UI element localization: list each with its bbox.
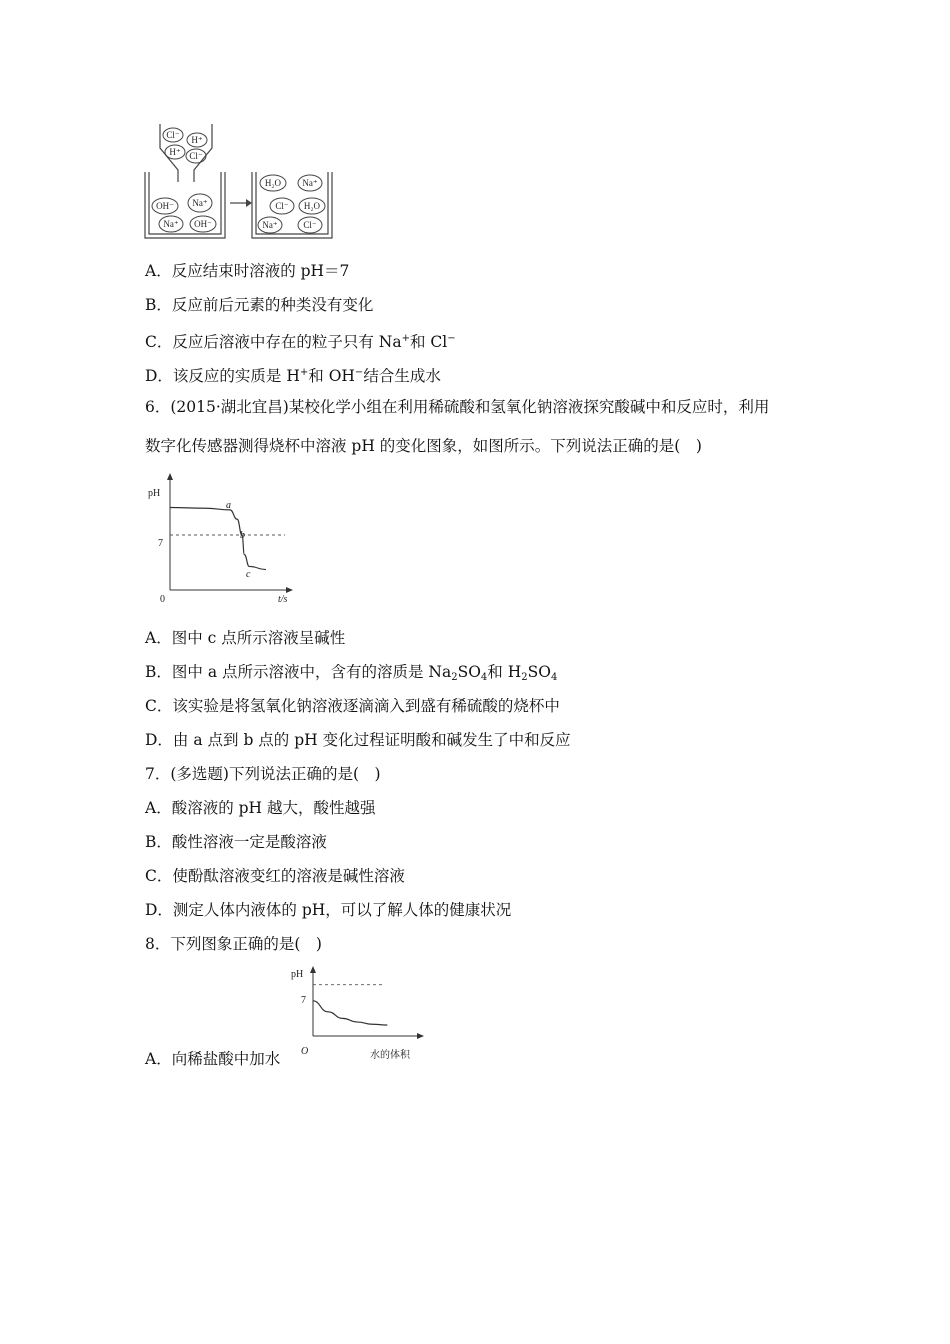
- ph-dilution-chart: [285, 962, 430, 1067]
- ion-label: H⁺: [169, 147, 181, 157]
- q7-option-b: B．酸性溶液一定是酸溶液: [145, 833, 327, 851]
- text: 结合生成水: [363, 367, 441, 385]
- y-axis-label: pH: [291, 969, 304, 980]
- point-label-a: a: [226, 500, 231, 511]
- ion-label: H₂O: [303, 201, 321, 211]
- text: 和 Cl: [409, 333, 448, 351]
- text: SO: [457, 663, 481, 681]
- q7-option-c: C．使酚酞溶液变红的溶液是碱性溶液: [145, 867, 405, 885]
- point-label-b: b: [240, 530, 245, 541]
- superscript: −: [354, 367, 364, 378]
- q7-option-a: A．酸溶液的 pH 越大，酸性越强: [145, 799, 376, 817]
- q5-option-c: [145, 329, 456, 352]
- subscript: 2: [521, 672, 528, 683]
- ion-label: Cl⁻: [275, 201, 289, 211]
- ion-label: Cl⁻: [303, 220, 317, 230]
- text: 和 OH: [308, 367, 355, 385]
- y-tick-7: 7: [158, 538, 163, 549]
- subscript: 2: [451, 672, 458, 683]
- q6-stem-line2: 数字化传感器测得烧杯中溶液 pH 的变化图象，如图所示。下列说法正确的是( ): [145, 437, 702, 455]
- ph-curve: [313, 1001, 387, 1025]
- superscript: +: [401, 333, 410, 344]
- q7-stem: 7．(多选题)下列说法正确的是( ): [145, 765, 381, 783]
- superscript: −: [447, 333, 456, 344]
- x-axis-arrow: [417, 1033, 424, 1039]
- neutralization-diagram: [140, 120, 340, 245]
- ph-curve: [170, 508, 266, 570]
- text: C．反应后溶液中存在的粒子只有 Na: [145, 333, 402, 351]
- ion-label: Cl⁻: [189, 151, 203, 161]
- q6-option-c: C．该实验是将氢氧化钠溶液逐滴滴入到盛有稀硫酸的烧杯中: [145, 697, 560, 715]
- ion-label: Na⁺: [163, 219, 179, 229]
- text: D．该反应的实质是 H: [145, 367, 300, 385]
- q6-option-a: A．图中 c 点所示溶液呈碱性: [145, 629, 346, 647]
- q6-option-b: [145, 662, 557, 688]
- text: B．图中 a 点所示溶液中，含有的溶质是 Na: [145, 663, 452, 681]
- q8-stem: 8．下列图象正确的是( ): [145, 935, 322, 953]
- q6-option-d: D．由 a 点到 b 点的 pH 变化过程证明酸和碱发生了中和反应: [145, 731, 571, 749]
- x-axis-label: t/s: [278, 594, 288, 605]
- subscript: 4: [480, 672, 488, 683]
- ion-label: H⁺: [191, 135, 203, 145]
- y-axis-arrow: [167, 473, 173, 480]
- q8-option-a: A．向稀盐酸中加水: [145, 1050, 281, 1068]
- point-label-c: c: [246, 569, 251, 580]
- ion-label: Na⁺: [302, 178, 318, 188]
- x-axis-arrow: [286, 587, 293, 593]
- ion-label: Cl⁻: [166, 130, 180, 140]
- ion-label: Na⁺: [192, 198, 208, 208]
- subscript: 4: [550, 672, 558, 683]
- ion-label: H₂O: [264, 178, 282, 188]
- superscript: +: [299, 367, 309, 378]
- x-axis-label: 水的体积: [370, 1050, 410, 1061]
- ion-label: OH⁻: [156, 201, 174, 211]
- text: 和 H: [487, 663, 522, 681]
- ion-label: Na⁺: [262, 220, 278, 230]
- y-tick-7: 7: [301, 995, 306, 1006]
- q7-option-d: D．测定人体内液体的 pH，可以了解人体的健康状况: [145, 901, 512, 919]
- q5-option-d: [145, 363, 441, 386]
- q5-option-a: A．反应结束时溶液的 pH＝7: [145, 262, 350, 280]
- q6-stem-line1: 6．(2015·湖北宜昌)某校化学小组在利用稀硫酸和氢氧化钠溶液探究酸碱中和反应时，利用: [145, 398, 770, 416]
- ph-titration-chart: [140, 470, 300, 610]
- text: SO: [527, 663, 551, 681]
- ion-label: OH⁻: [194, 219, 212, 229]
- origin-label: 0: [160, 594, 165, 605]
- y-axis-arrow: [310, 966, 316, 973]
- origin-label: O: [301, 1046, 309, 1057]
- q5-option-b: B．反应前后元素的种类没有变化: [145, 296, 374, 314]
- y-axis-label: pH: [148, 488, 161, 499]
